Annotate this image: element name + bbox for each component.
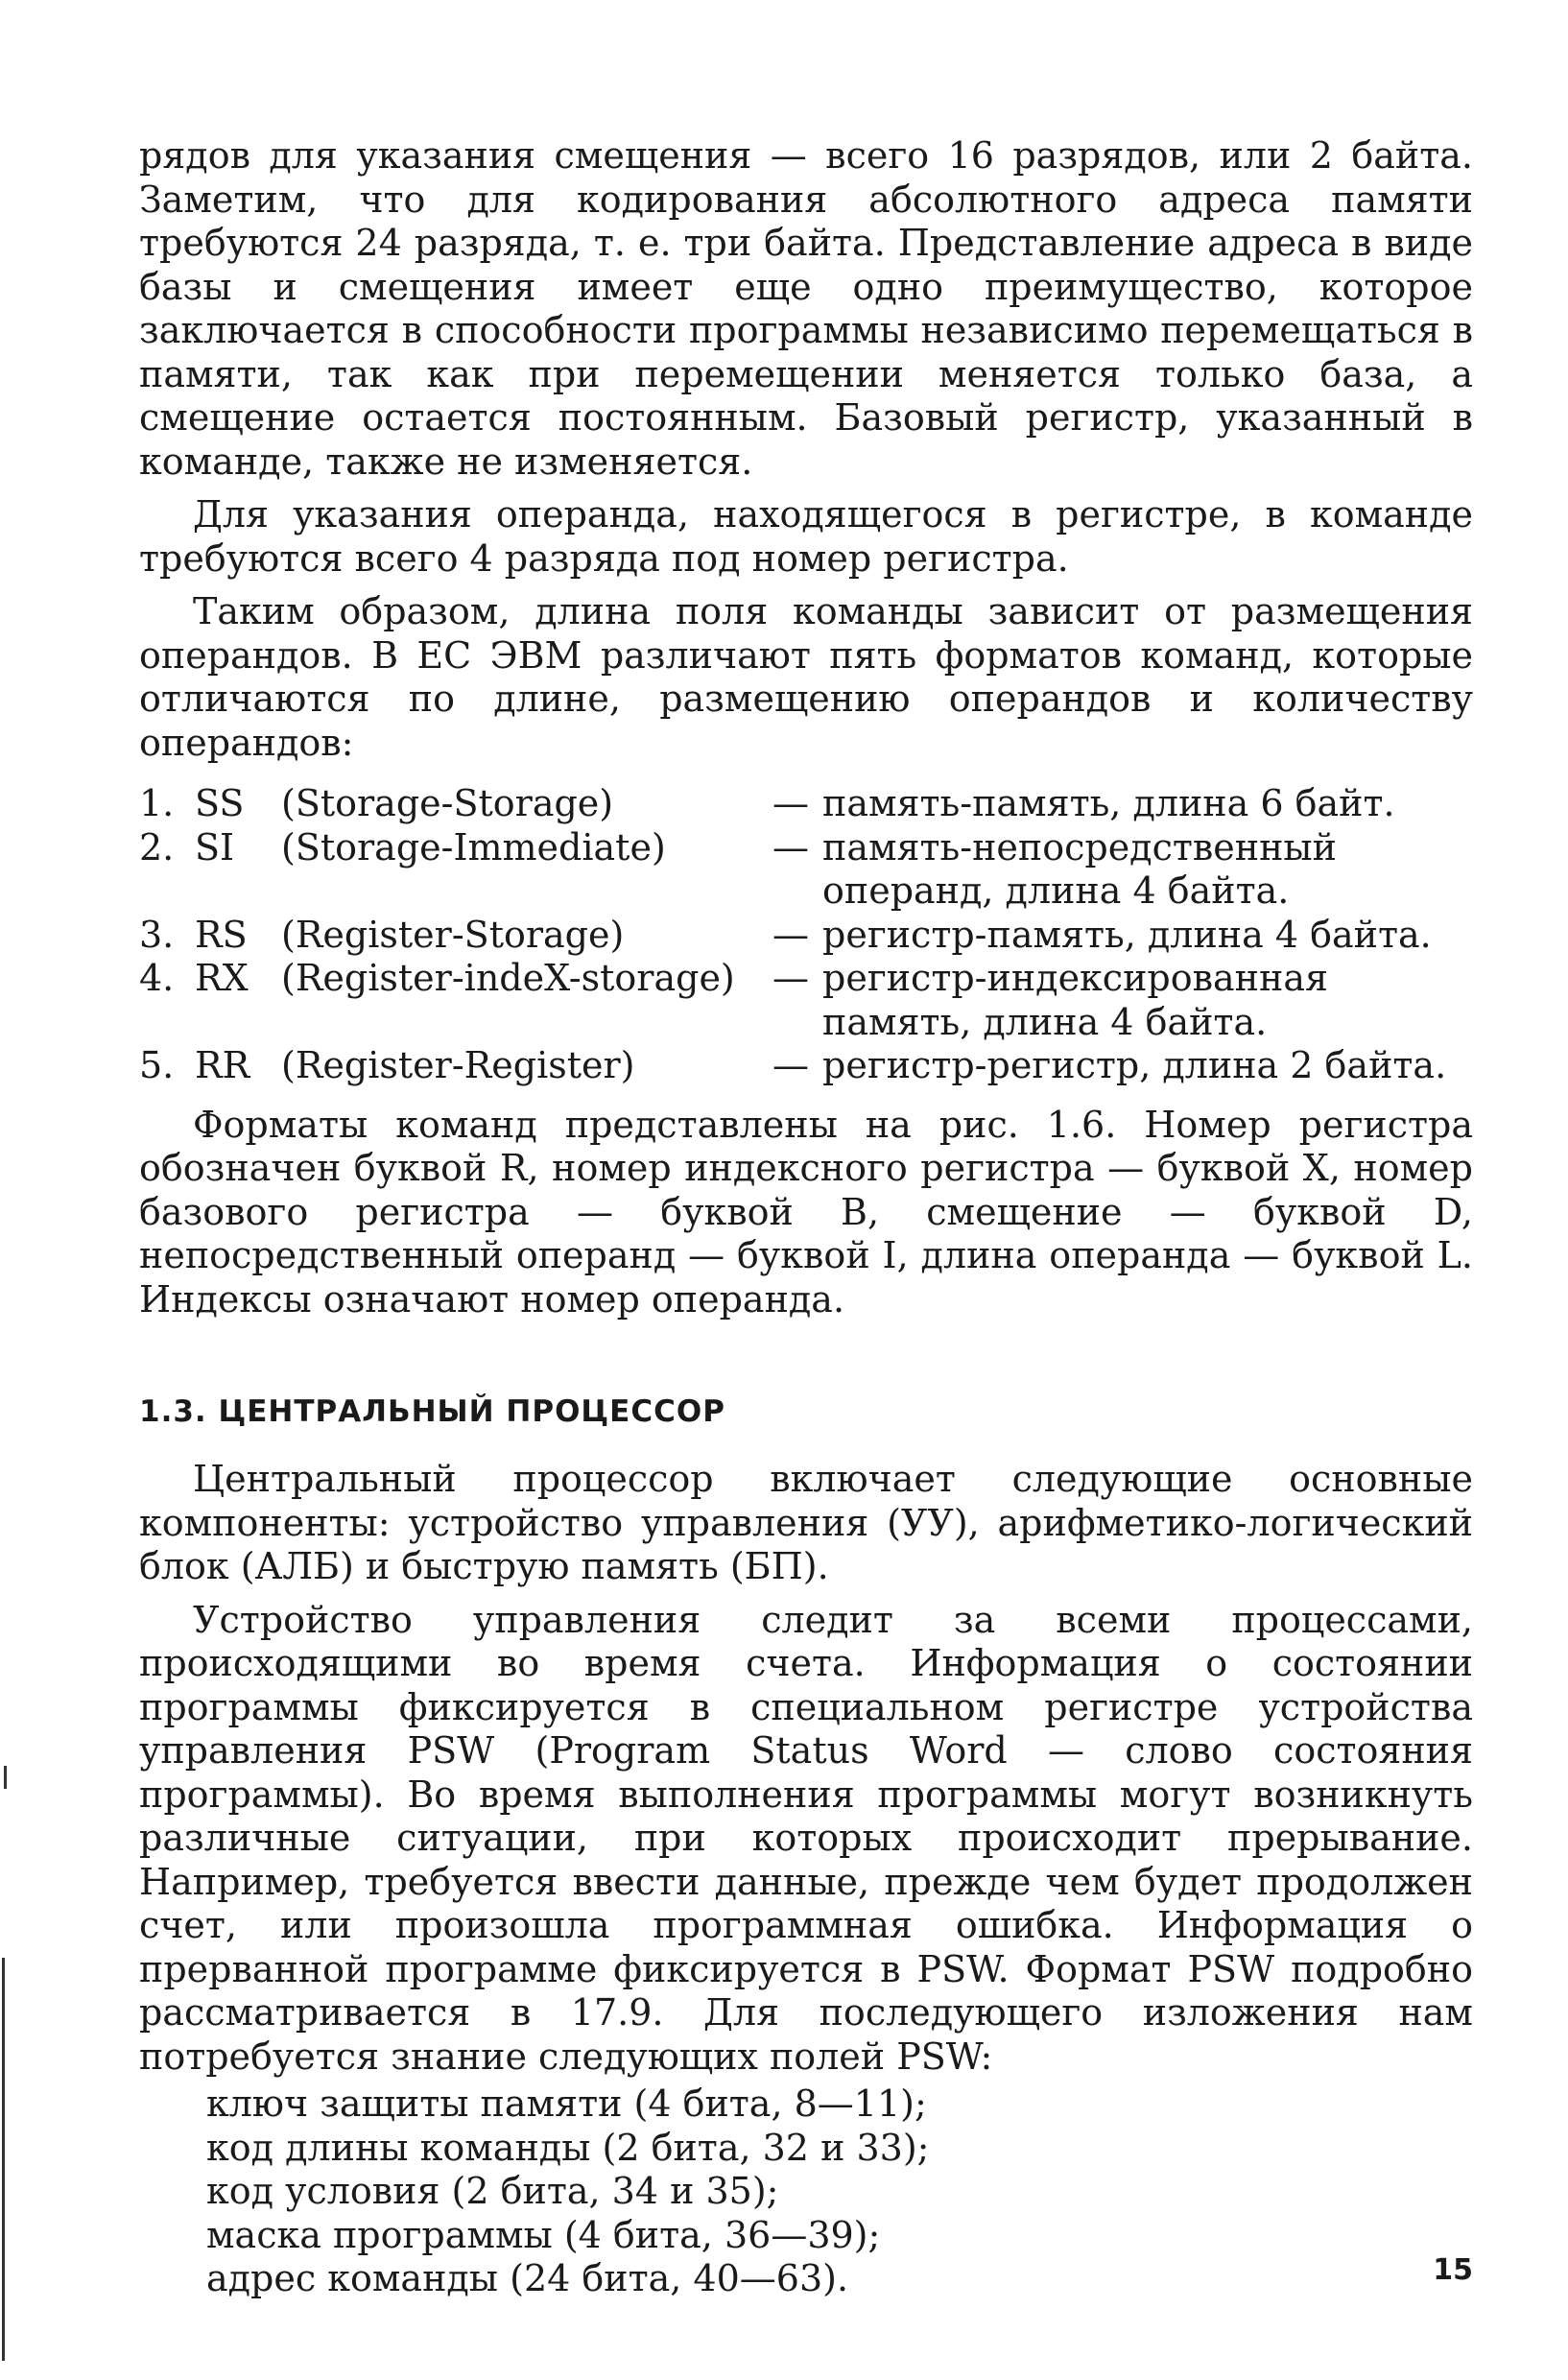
format-name: (Storage-Immediate): [281, 825, 666, 869]
format-code: RX: [195, 957, 249, 999]
format-number: 2.: [139, 825, 175, 869]
page-content: [139, 134, 1473, 2301]
psw-field-item: ключ защиты памяти (4 бита, 8—11);: [206, 2082, 927, 2125]
command-format-list: [139, 782, 1473, 1088]
page-number: 15: [1433, 2253, 1473, 2287]
format-row: [139, 1044, 1473, 1088]
format-number: 5.: [139, 1044, 175, 1086]
format-dash: —: [772, 1044, 809, 1086]
format-description-text: регистр-индексированная память, длина 4 байта.: [822, 957, 1328, 1043]
format-description: [772, 914, 1473, 958]
scan-edge-mark: [4, 1766, 7, 1789]
format-code: RR: [195, 1044, 250, 1086]
format-row: [139, 957, 1473, 1044]
paragraph-control-unit: Устройство управления следит за всеми процессами, происходящими во время счета. Информация о состоянии программы фиксируется в специальном регистре устройства управления PSW (Program Status Word — слово состояния программы). Во время выполнения программы могут возникнуть различные ситуации, при которых происходит прерывание. Например, требуется ввести данные, прежде чем будет продолжен счет, или произошла программная ошибка. Информация о прерванной программе фиксируется в PSW. Формат PSW подробно рассматривается в 17.9. Для последующего изложения нам потребуется знание следующих полей PSW:: [139, 1598, 1473, 2078]
paragraph-register-operand: Для указания операнда, находящегося в регистре, в команде требуются всего 4 разряда под номер регистра.: [139, 493, 1473, 580]
format-number: 4.: [139, 957, 175, 999]
format-description-text: регистр-память, длина 4 байта.: [822, 913, 1432, 956]
psw-field-item: маска программы (4 бита, 36—39);: [206, 2213, 881, 2256]
psw-field-item: код длины команды (2 бита, 32 и 33);: [206, 2126, 930, 2169]
format-dash: —: [772, 913, 809, 956]
paragraph-continuation: рядов для указания смещения — всего 16 разрядов, или 2 байта. Заметим, что для кодирования абсолютного адреса памяти требуются 24 разряда, т. е. три байта. Представление адреса в виде базы и смещения имеет еще одно преимущество, которое заключается в способности программы независимо перемещаться в памяти, так как при перемещении меняется только база, а смещение остается постоянным. Базовый регистр, указанный в команде, также не изменяется.: [139, 134, 1473, 483]
format-description-text: регистр-регистр, длина 2 байта.: [822, 1044, 1447, 1086]
paragraph-cpu-components: Центральный процессор включает следующие основные компоненты: устройство управления (УУ), арифметико-логический блок (АЛБ) и быструю память (БП).: [139, 1458, 1473, 1587]
format-description-text: память-память, длина 6 байт.: [822, 782, 1395, 824]
format-description: [772, 1044, 1473, 1088]
format-code: RS: [195, 913, 248, 956]
format-row: [139, 782, 1473, 826]
format-description: [772, 782, 1473, 826]
format-name: (Register-Register): [281, 1044, 635, 1086]
psw-field-item: код условия (2 бита, 34 и 35);: [206, 2170, 779, 2212]
format-description-text: память-непосредственный операнд, длина 4 байта.: [822, 825, 1337, 912]
format-number: 3.: [139, 913, 175, 956]
format-description: [772, 957, 1473, 1044]
format-name: (Storage-Storage): [281, 782, 614, 824]
format-name: (Register-Storage): [281, 913, 625, 956]
format-dash: —: [772, 782, 809, 824]
format-dash: —: [772, 957, 809, 999]
section-heading: 1.3. ЦЕНТРАЛЬНЫЙ ПРОЦЕССОР: [139, 1394, 725, 1429]
format-description: [772, 826, 1473, 914]
format-name: (Register-indeX-storage): [281, 957, 735, 999]
format-dash: —: [772, 825, 809, 869]
format-code: SI: [195, 825, 235, 869]
format-code: SS: [195, 782, 245, 824]
paragraph-command-formats-intro: Таким образом, длина поля команды зависит от размещения операндов. В ЕС ЭВМ различают пять форматов команд, которые отличаются по длине, размещению операндов и количеству операндов:: [139, 590, 1473, 764]
paragraph-format-notation: Форматы команд представлены на рис. 1.6. Номер регистра обозначен буквой R, номер индексного регистра — буквой X, номер базового регистра — буквой B, смещение — буквой D, непосредственный операнд — буквой I, длина операнда — буквой L. Индексы означают номер операнда.: [139, 1103, 1473, 1321]
format-row: [139, 826, 1473, 914]
format-row: [139, 914, 1473, 958]
scan-edge-mark: [2, 1958, 5, 2361]
format-number: 1.: [139, 782, 175, 824]
psw-field-item: адрес команды (24 бита, 40—63).: [206, 2257, 849, 2299]
psw-field-list: [139, 2082, 1473, 2301]
